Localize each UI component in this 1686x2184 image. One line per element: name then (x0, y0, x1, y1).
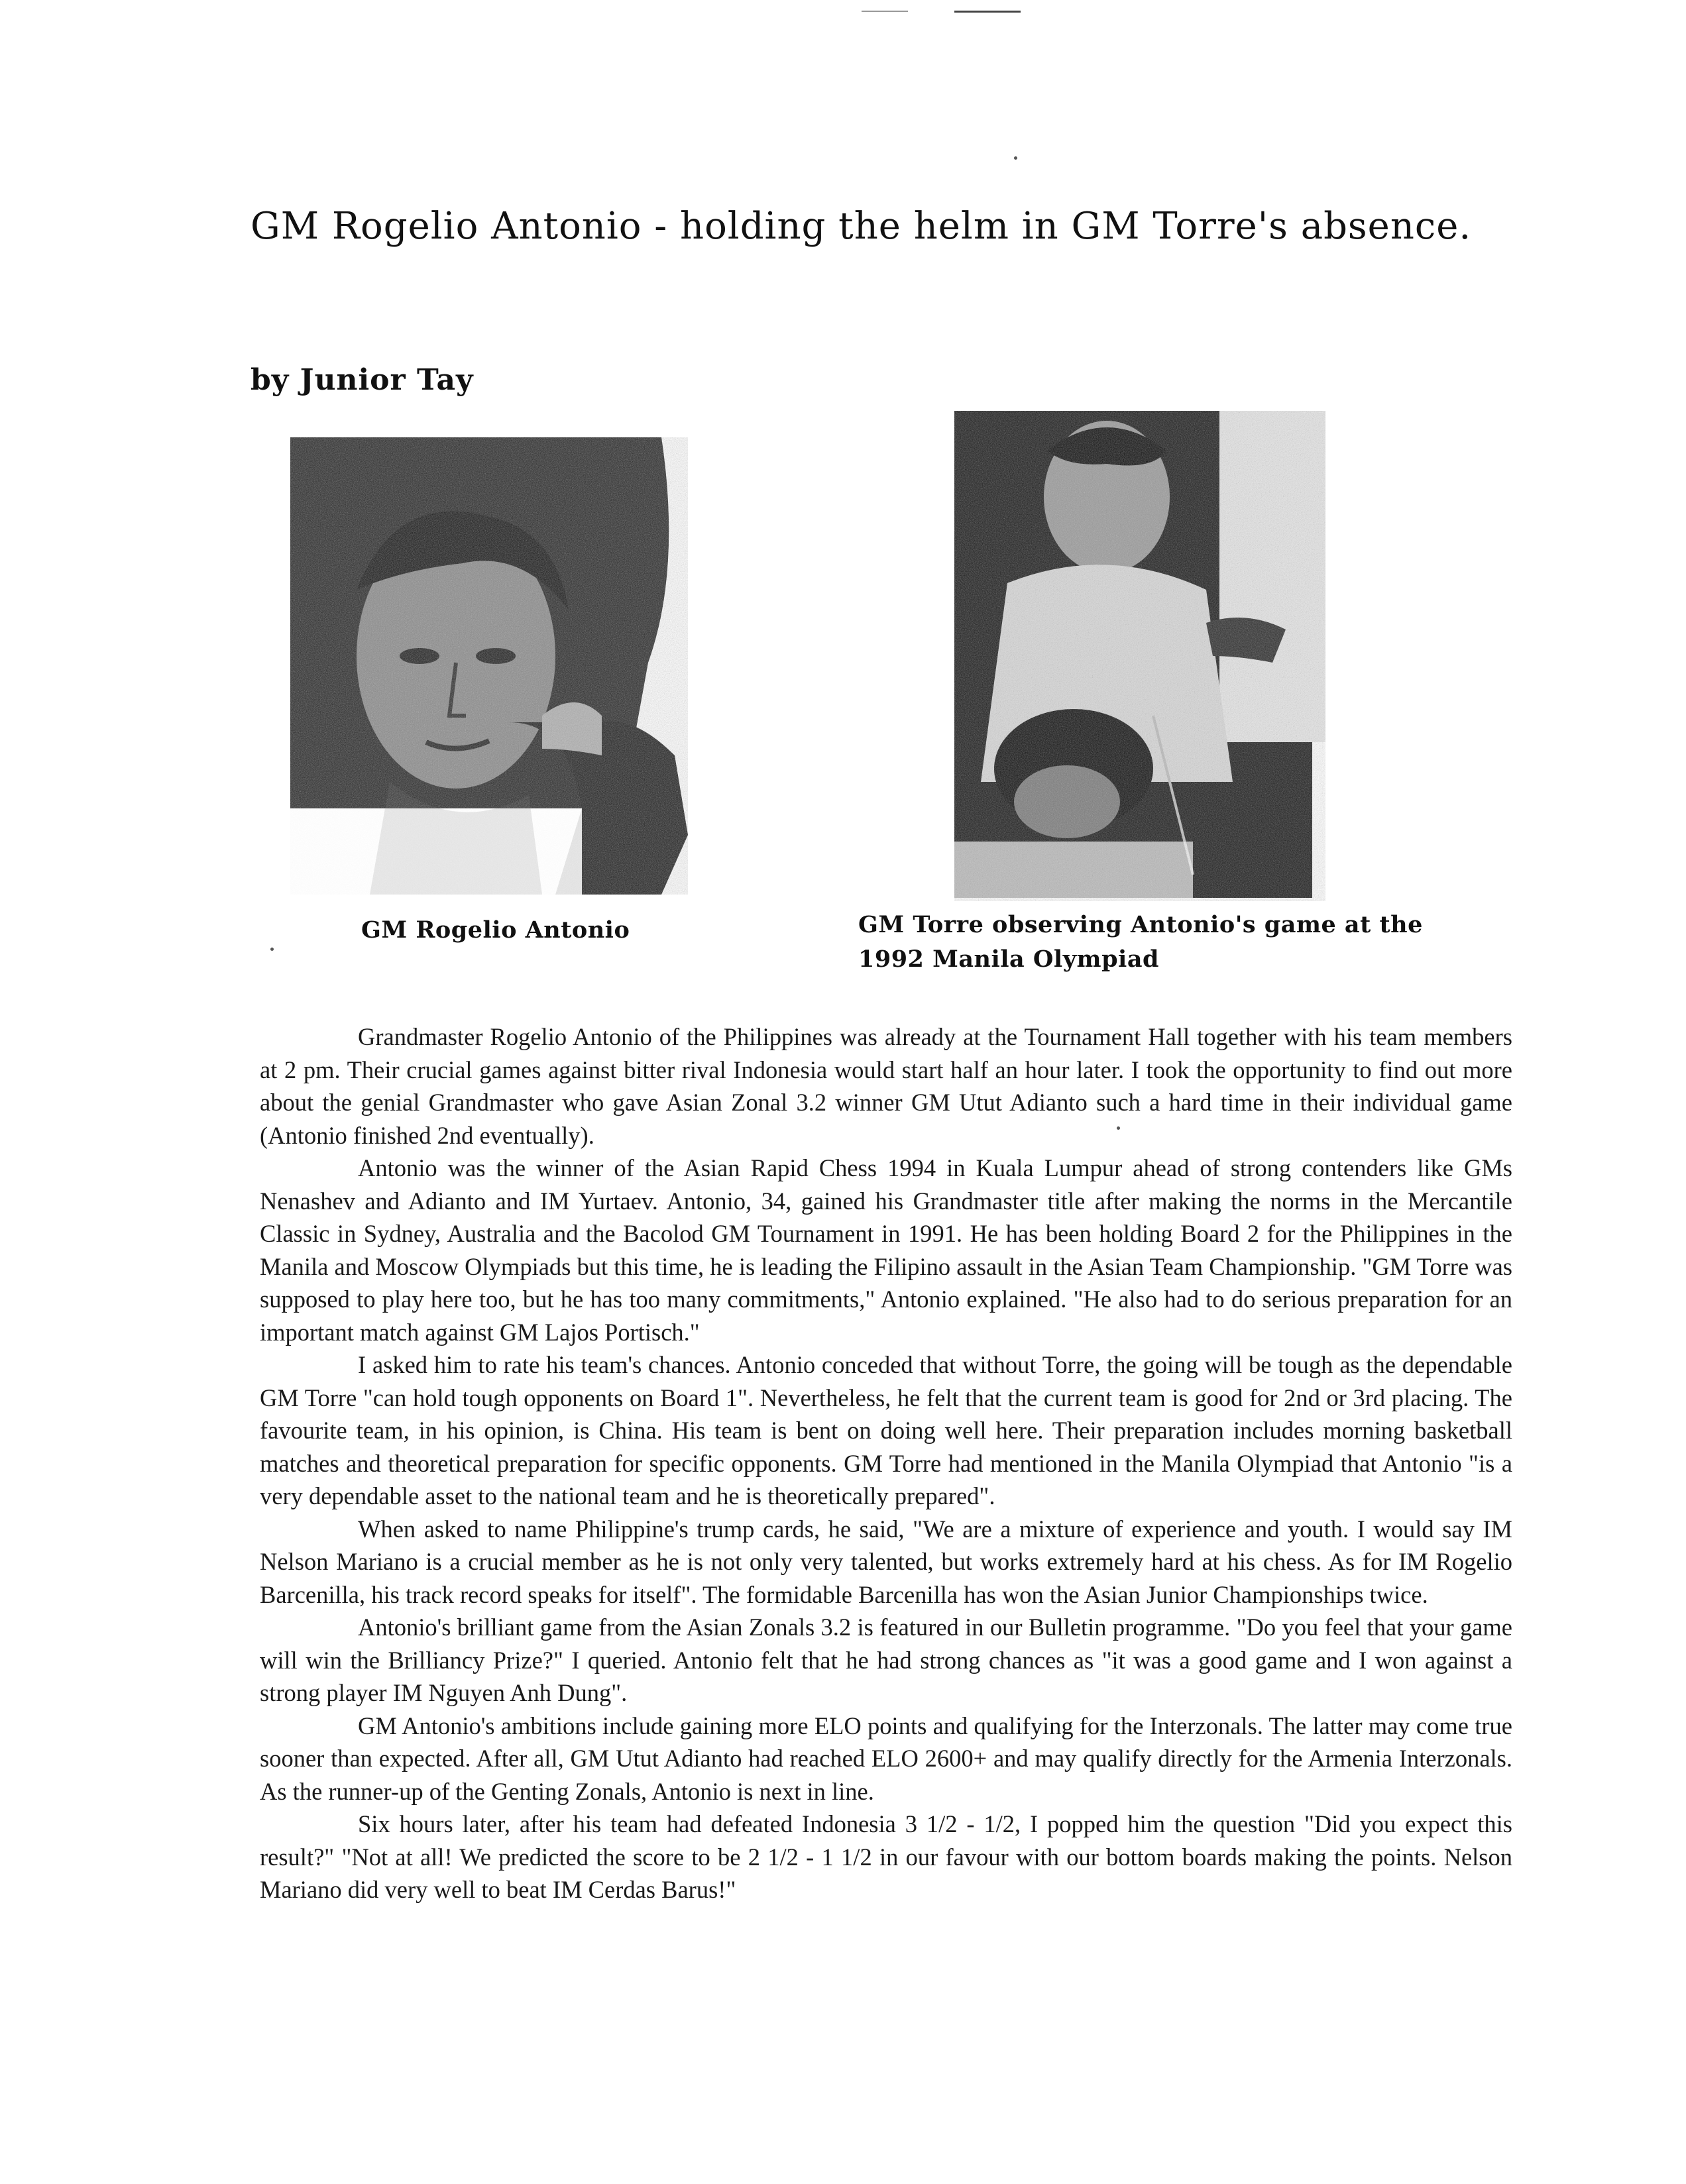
article-paragraph: I asked him to rate his team's chances. Antonio conceded that without Torre, the going will be tough as the dependable GM Torre "can hold tough opponents on Board 1". Nevertheless, he felt that the current team is good for 2nd or 3rd placing. The favourite team, in his opinion, is China. His team is bent on doing well here. Their preparation includes morning basketball matches and theoretical preparation for specific opponents. GM Torre had mentioned in the Manila Olympiad that Antonio "is a very dependable asset to the national team and he is theoretically prepared". (260, 1351, 1512, 1509)
article-paragraph: Antonio was the winner of the Asian Rapid Chess 1994 in Kuala Lumpur ahead of strong contenders like GMs Nenashev and Adianto and IM Yurtaev. Antonio, 34, gained his Grandmaster title after making the norms in the Mercantile Classic in Sydney, Australia and the Bacolod GM Tournament in 1991. He has been holding Board 2 for the Philippines in the Manila and Moscow Olympiads but this time, he is leading the Filipino assault in the Asian Team Championship. "GM Torre was supposed to play here too, but he has too many commitments," Antonio explained. "He also had to do serious preparation for an important match against GM Lajos Portisch." (260, 1154, 1513, 1346)
scan-speck (1014, 156, 1017, 160)
article-paragraph: Six hours later, after his team had defeated Indonesia 3 1/2 - 1/2, I popped him the question "Did you expect this result?" "Not at all! We predicted the score to be 2 1/2 - 1 1/2 in our favour with our bottom boards making the points. Nelson Mariano did very well to beat IM Cerdas Barus!" (260, 1810, 1512, 1903)
olympiad-photo-image (954, 411, 1325, 901)
article-paragraph: When asked to name Philippine's trump cards, he said, "We are a mixture of experience and youth. I would say IM Nelson Mariano is a crucial member as he is not only very talented, but works extremely hard at his chess. As for IM Rogelio Barcenilla, his track record speaks for itself". The formidable Barcenilla has won the Asian Junior Championships twice. (260, 1515, 1512, 1608)
article-body (260, 1020, 1512, 1906)
article-paragraph: Grandmaster Rogelio Antonio of the Philippines was already at the Tournament Hall together with his team members at 2 pm. Their crucial games against bitter rival Indonesia would start half an hour later. I took the opportunity to find out more about the genial Grandmaster who gave Asian Zonal 3.2 winner GM Utut Adianto such a hard time in their individual game (Antonio finished 2nd eventually). (260, 1023, 1512, 1149)
scan-speck (270, 948, 274, 951)
byline: by Junior Tay (251, 363, 474, 397)
photo-torre-observing (954, 411, 1325, 901)
portrait-image (290, 437, 688, 895)
article-title: GM Rogelio Antonio - holding the helm in GM Torre's absence. (251, 205, 1472, 248)
article-paragraph: Antonio's brilliant game from the Asian Zonals 3.2 is featured in our Bulletin programme. "Do you feel that your game will win the Brilliancy Prize?" I queried. Antonio felt that he had strong chances as "it was a good game and I won against a strong player IM Nguyen Anh Dung". (260, 1613, 1512, 1706)
photo-caption-antonio: GM Rogelio Antonio (361, 916, 630, 944)
photo-rogelio-antonio (290, 437, 688, 895)
photo-caption-torre: GM Torre observing Antonio's game at the 1992 Manila Olympiad (858, 911, 1423, 973)
scan-artifact-line (862, 11, 908, 12)
scan-artifact-line (954, 11, 1021, 13)
article-paragraph: GM Antonio's ambitions include gaining more ELO points and qualifying for the Interzonals. The latter may come true sooner than expected. After all, GM Utut Adianto had reached ELO 2600+ and may qualify directly for the Armenia Interzonals. As the runner-up of the Genting Zonals, Antonio is next in line. (260, 1712, 1512, 1805)
